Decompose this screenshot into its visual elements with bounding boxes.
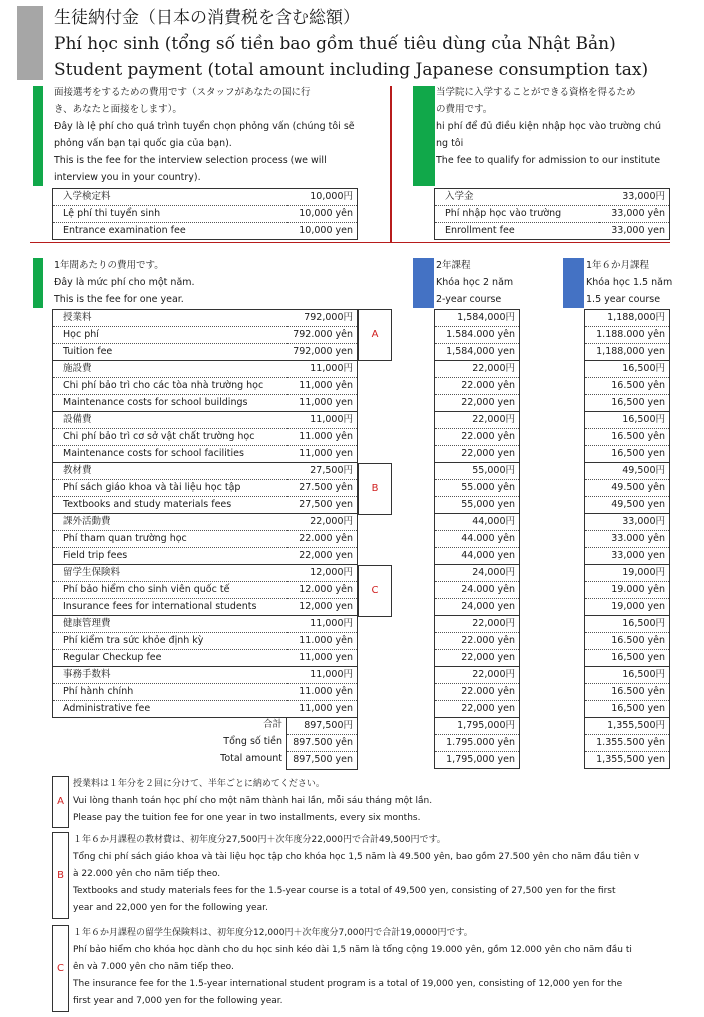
mark-b: B xyxy=(371,483,379,494)
fee-label: Insurance fees for international students xyxy=(53,599,287,616)
note-line: １年６か月課程の教材費は、初年度分27,500円＋次年度分22,000円で合計49,500円です。 xyxy=(73,835,446,845)
fee-value-15y: 49,500 yen xyxy=(585,497,669,514)
desc-line: hi phí để đủ điều kiện nhập học vào trường chú xyxy=(436,121,662,132)
annual-green-bar xyxy=(33,258,43,308)
fee-label: Maintenance costs for school buildings xyxy=(53,395,287,412)
fee-label: Phí kiểm tra sức khỏe định kỳ xyxy=(53,633,287,650)
fee-label: Maintenance costs for school facilities xyxy=(53,446,287,463)
header-gray-bar xyxy=(17,6,43,80)
course-line: 2-year course xyxy=(436,294,502,305)
fee-value-15y: 16.500 yên xyxy=(585,378,669,395)
note-mark: C xyxy=(57,963,64,974)
fee-value-1y: 11,000 yên xyxy=(287,378,357,395)
fee-value-1y: 11.000 yên xyxy=(287,633,357,650)
note-line: year and 22,000 yen for the following year. xyxy=(73,903,268,913)
fee-value-1y: 792,000円 xyxy=(287,310,357,327)
admission-fee-table xyxy=(434,188,670,240)
fee-label: 課外活動費 xyxy=(53,514,287,531)
fee-value-2y: 24,000円 xyxy=(435,565,519,582)
total-values-1y xyxy=(286,717,358,770)
course-line: 2年課程 xyxy=(436,260,471,271)
interview-fee-table xyxy=(52,188,358,240)
admission-description xyxy=(436,84,661,169)
fee-value-15y: 16.500 yên xyxy=(585,684,669,701)
course2-blue-bar xyxy=(413,258,434,308)
desc-line: 面接選考をするための費用です（スタッフがあなたの国に行 xyxy=(54,87,311,98)
interview-fee-label: Entrance examination fee xyxy=(53,223,287,240)
interview-green-bar xyxy=(33,86,43,186)
note-b-marker xyxy=(52,832,69,919)
note-a-text xyxy=(73,776,432,827)
admission-fee-label: Enrollment fee xyxy=(435,223,599,240)
desc-line: This is the fee for one year. xyxy=(54,294,184,305)
fee-value-2y: 24.000 yên xyxy=(435,582,519,599)
note-line: first year and 7,000 yen for the following year. xyxy=(73,996,283,1006)
fee-value-1y: 11,000 yen xyxy=(287,395,357,412)
fee-label: 健康管理費 xyxy=(53,616,287,633)
note-line: 授業料は１年分を２回に分けて、半年ごとに納めてください。 xyxy=(73,779,325,789)
fee-value-2y: 22,000円 xyxy=(435,616,519,633)
admission-green-bar xyxy=(413,86,435,186)
fee-value-2y: 22,000 yen xyxy=(435,650,519,667)
fee-value-1y: 11.000 yên xyxy=(287,684,357,701)
fee-label: Học phí xyxy=(53,327,287,344)
fee-value-2y: 44,000 yen xyxy=(435,548,519,565)
desc-line: 1年間あたりの費用です。 xyxy=(54,260,164,271)
fee-value-2y: 22.000 yên xyxy=(435,684,519,701)
fee-label: 設備費 xyxy=(53,412,287,429)
fee-label: 事務手数料 xyxy=(53,667,287,684)
fee-value-1y: 27,500 yen xyxy=(287,497,357,514)
desc-line: This is the fee for the interview selection process (we will xyxy=(54,155,327,166)
desc-line: interview you in your country). xyxy=(54,172,201,183)
fee-label: Tuition fee xyxy=(53,344,287,361)
fee-value-15y: 16,500円 xyxy=(585,616,669,633)
fee-value-2y: 24,000 yen xyxy=(435,599,519,616)
fee-value-1y: 11,000円 xyxy=(287,361,357,378)
desc-line: 当学院に入学することができる資格を得るため xyxy=(436,87,636,98)
course15-blue-bar xyxy=(563,258,584,308)
note-line: Please pay the tuition fee for one year in two installments, every six months. xyxy=(73,813,421,823)
fee-value-15y: 16.500 yên xyxy=(585,633,669,650)
fee-value-1y: 22,000円 xyxy=(287,514,357,531)
note-a-marker xyxy=(52,776,69,828)
fee-value-2y: 55,000 yen xyxy=(435,497,519,514)
admission-fee-value: 33,000 yen xyxy=(599,223,669,240)
note-line: à 22.000 yên cho năm tiếp theo. xyxy=(73,869,221,879)
fee-value-1y: 792,000 yen xyxy=(287,344,357,361)
course2-fee-column xyxy=(434,309,520,769)
note-mark: A xyxy=(57,796,64,807)
fee-value-2y: 1.584.000 yên xyxy=(435,327,519,344)
fee-value-2y: 22.000 yên xyxy=(435,633,519,650)
mark-box-c xyxy=(358,565,392,617)
horizontal-divider xyxy=(30,242,670,243)
note-line: Tổng chi phí sách giáo khoa và tài liệu học tập cho khóa học 1,5 năm là 49.500 yên, bao gồm 27.500 yên cho năm đầu tiên v xyxy=(73,852,640,862)
page-title-en: Student payment (total amount including Japanese consumption tax) xyxy=(54,60,649,80)
fee-value-15y: 16,500 yen xyxy=(585,701,669,718)
mark-c: C xyxy=(371,585,379,596)
fee-label: Field trip fees xyxy=(53,548,287,565)
fee-value-2y: 22,000円 xyxy=(435,412,519,429)
fee-value-1y: 12.000 yên xyxy=(287,582,357,599)
note-mark: B xyxy=(57,870,64,881)
fee-label: 留学生保険料 xyxy=(53,565,287,582)
note-line: Textbooks and study materials fees for the 1.5-year course is a total of 49,500 yen, consisting of 27,500 yen for the first xyxy=(73,886,616,896)
fee-value-2y: 1,584,000円 xyxy=(435,310,519,327)
fee-value-2y: 55,000円 xyxy=(435,463,519,480)
fee-value-1y: 11,000円 xyxy=(287,412,357,429)
fee-label: Phí bảo hiểm cho sinh viên quốc tế xyxy=(53,582,287,599)
annual-fee-table xyxy=(52,309,358,718)
page-title-vi: Phí học sinh (tổng số tiền bao gồm thuế tiêu dùng của Nhật Bản) xyxy=(54,34,616,54)
fee-value-2y: 22.000 yên xyxy=(435,378,519,395)
fee-value-1y: 11,000 yen xyxy=(287,701,357,718)
course15-header xyxy=(586,257,672,308)
fee-value-15y: 16,500 yen xyxy=(585,446,669,463)
note-line: The insurance fee for the 1.5-year international student program is a total of 19,000 yen, consisting of 12,000 yen for the xyxy=(73,979,623,989)
admission-fee-label: 入学金 xyxy=(435,189,599,206)
fee-label: Phí hành chính xyxy=(53,684,287,701)
fee-value-15y: 19,000 yen xyxy=(585,599,669,616)
total-label: Tổng số tiền xyxy=(223,736,282,747)
total-value-2y: 1,795,000 yen xyxy=(435,752,519,769)
fee-label: Phí tham quan trường học xyxy=(53,531,287,548)
total-value-15y: 1,355,500円 xyxy=(585,718,669,735)
note-line: １年６か月課程の留学生保険料は、初年度分12,000円＋次年度分7,000円で合計19,0000円です。 xyxy=(73,928,473,938)
mark-box-a xyxy=(358,309,392,361)
fee-value-2y: 55.000 yên xyxy=(435,480,519,497)
fee-value-15y: 19,000円 xyxy=(585,565,669,582)
fee-value-2y: 44,000円 xyxy=(435,514,519,531)
fee-label: Chi phí bảo trì cho các tòa nhà trường học xyxy=(53,378,287,395)
interview-description xyxy=(54,84,355,186)
fee-value-15y: 16,500円 xyxy=(585,667,669,684)
desc-line: き、あなたと面接をします）。 xyxy=(54,104,182,115)
fee-label: 授業料 xyxy=(53,310,287,327)
course-line: Khóa học 2 năm xyxy=(436,277,514,288)
fee-value-1y: 12,000 yen xyxy=(287,599,357,616)
interview-fee-value: 10,000 yen xyxy=(287,223,357,240)
fee-label: Chi phí bảo trì cơ sở vật chất trường học xyxy=(53,429,287,446)
desc-line: Đây là mức phí cho một năm. xyxy=(54,277,195,288)
course-line: Khóa học 1.5 năm xyxy=(586,277,673,288)
fee-value-2y: 22,000 yen xyxy=(435,701,519,718)
fee-value-2y: 22,000円 xyxy=(435,361,519,378)
fee-value-15y: 19.000 yên xyxy=(585,582,669,599)
fee-value-15y: 1,188,000円 xyxy=(585,310,669,327)
total-value-2y: 1,795,000円 xyxy=(435,718,519,735)
note-line: ên và 7.000 yên cho năm tiếp theo. xyxy=(73,962,234,972)
desc-line: の費用です。 xyxy=(436,104,493,115)
fee-value-15y: 1,188,000 yen xyxy=(585,344,669,361)
annual-description xyxy=(54,257,195,308)
admission-fee-value: 33,000円 xyxy=(599,189,669,206)
course15-fee-column xyxy=(584,309,670,769)
fee-value-2y: 22.000 yên xyxy=(435,429,519,446)
note-b-text xyxy=(73,832,639,917)
fee-value-2y: 1,584,000 yen xyxy=(435,344,519,361)
mark-box-b xyxy=(358,463,392,515)
total-labels xyxy=(140,717,286,768)
interview-fee-value: 10,000 yên xyxy=(287,206,357,223)
fee-value-2y: 22,000 yen xyxy=(435,395,519,412)
fee-value-2y: 44.000 yên xyxy=(435,531,519,548)
fee-value-15y: 49,500円 xyxy=(585,463,669,480)
fee-label: 施設費 xyxy=(53,361,287,378)
fee-value-15y: 49.500 yên xyxy=(585,480,669,497)
fee-value-1y: 22.000 yên xyxy=(287,531,357,548)
desc-line: Đây là lệ phí cho quá trình tuyển chọn phỏng vấn (chúng tôi sẽ xyxy=(54,121,355,132)
total-value-1y: 897.500 yên xyxy=(287,735,357,752)
fee-value-15y: 16.500 yên xyxy=(585,429,669,446)
total-value-15y: 1,355,500 yen xyxy=(585,752,669,769)
fee-value-1y: 22,000 yen xyxy=(287,548,357,565)
fee-value-1y: 11,000円 xyxy=(287,616,357,633)
fee-value-1y: 27,500円 xyxy=(287,463,357,480)
fee-label: Administrative fee xyxy=(53,701,287,718)
fee-value-1y: 11.000 yên xyxy=(287,429,357,446)
fee-value-15y: 1.188.000 yên xyxy=(585,327,669,344)
desc-line: The fee to qualify for admission to our institute xyxy=(436,155,661,166)
fee-value-1y: 11,000 yen xyxy=(287,650,357,667)
fee-value-1y: 11,000円 xyxy=(287,667,357,684)
fee-label: Textbooks and study materials fees xyxy=(53,497,287,514)
vertical-divider xyxy=(390,86,392,242)
fee-value-15y: 16,500円 xyxy=(585,412,669,429)
fee-label: 教材費 xyxy=(53,463,287,480)
total-label: Total amount xyxy=(220,753,282,764)
fee-value-2y: 22,000 yen xyxy=(435,446,519,463)
fee-value-15y: 33.000 yên xyxy=(585,531,669,548)
note-c-marker xyxy=(52,925,69,1012)
interview-fee-value: 10,000円 xyxy=(287,189,357,206)
note-line: Phí bảo hiểm cho khóa học dành cho du học sinh kéo dài 1,5 năm là tổng cộng 19.000 yên, gồm 12.000 yên cho năm đầu ti xyxy=(73,945,632,955)
fee-value-15y: 16,500円 xyxy=(585,361,669,378)
mark-a: A xyxy=(371,329,379,340)
total-value-1y: 897,500円 xyxy=(287,718,357,735)
fee-value-1y: 11,000 yen xyxy=(287,446,357,463)
course2-header xyxy=(436,257,513,308)
course-line: 1年６か月課程 xyxy=(586,260,650,271)
fee-label: Phí sách giáo khoa và tài liệu học tập xyxy=(53,480,287,497)
interview-fee-label: Lệ phí thi tuyển sinh xyxy=(53,206,287,223)
fee-value-1y: 792.000 yên xyxy=(287,327,357,344)
fee-value-2y: 22,000円 xyxy=(435,667,519,684)
admission-fee-value: 33,000 yên xyxy=(599,206,669,223)
fee-value-15y: 16,500 yen xyxy=(585,650,669,667)
fee-value-15y: 33,000円 xyxy=(585,514,669,531)
admission-fee-label: Phí nhập học vào trường xyxy=(435,206,599,223)
fee-label: Regular Checkup fee xyxy=(53,650,287,667)
interview-fee-label: 入学検定料 xyxy=(53,189,287,206)
fee-value-15y: 33,000 yen xyxy=(585,548,669,565)
desc-line: ng tôi xyxy=(436,138,464,149)
page-title-ja: 生徒納付金（日本の消費税を含む総額） xyxy=(54,8,360,28)
course-line: 1.5 year course xyxy=(586,294,661,305)
desc-line: phỏng vấn bạn tại quốc gia của bạn). xyxy=(54,138,232,149)
total-value-1y: 897,500 yen xyxy=(293,754,353,765)
fee-value-1y: 27.500 yên xyxy=(287,480,357,497)
total-value-2y: 1.795.000 yên xyxy=(435,735,519,752)
note-c-text xyxy=(73,925,632,1010)
fee-value-15y: 16,500 yen xyxy=(585,395,669,412)
fee-value-1y: 12,000円 xyxy=(287,565,357,582)
total-value-15y: 1.355.500 yên xyxy=(585,735,669,752)
note-line: Vui lòng thanh toán học phí cho một năm thành hai lần, mỗi sáu tháng một lần. xyxy=(73,796,433,806)
total-label: 合計 xyxy=(262,719,282,730)
